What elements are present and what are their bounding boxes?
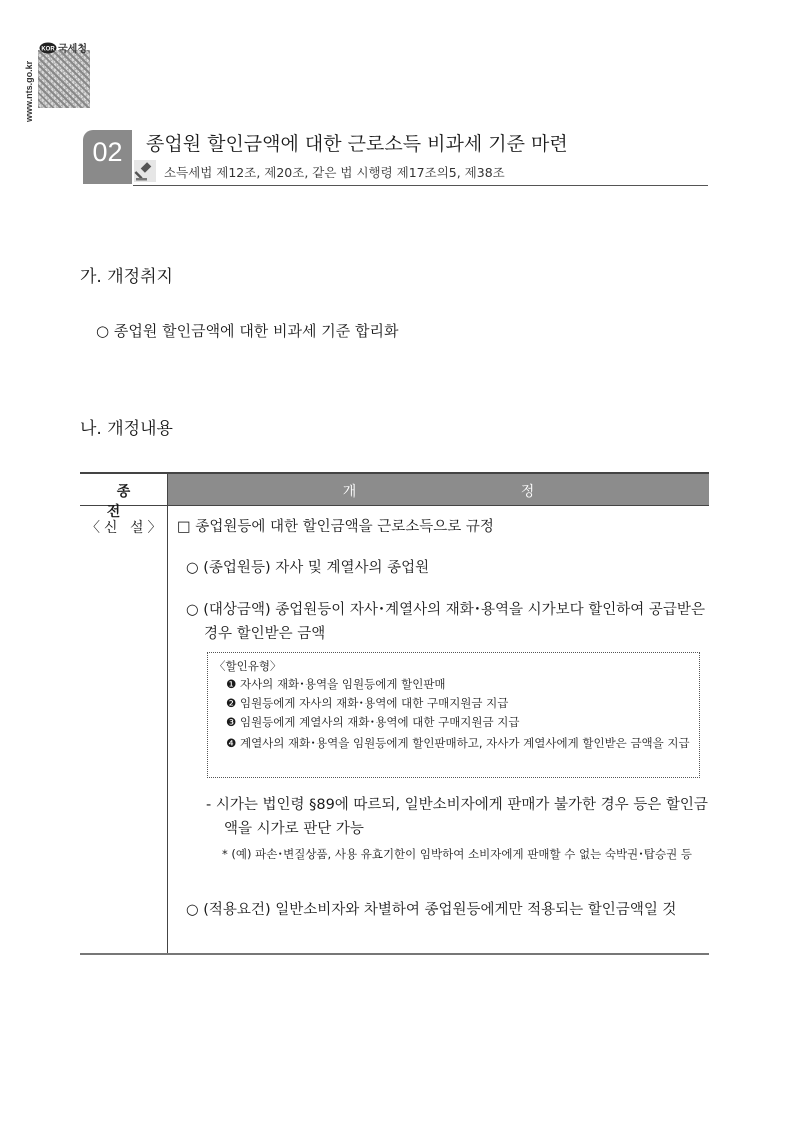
table-header-before: 종 전 bbox=[106, 484, 151, 520]
gavel-icon bbox=[134, 160, 156, 182]
rule-target-amount: ○ (대상금액) 종업원등이 자사･계열사의 재화･용역을 시가보다 할인하여 공급받은 경우 할인받은 금액 bbox=[186, 602, 705, 642]
svg-text:KOR: KOR bbox=[41, 46, 55, 53]
agency-url[interactable]: www.nts.go.kr bbox=[24, 60, 34, 122]
nts-logo-icon bbox=[39, 42, 57, 54]
header-divider bbox=[133, 185, 708, 186]
rule-employees: ○ (종업원등) 자사 및 계열사의 종업원 bbox=[186, 560, 430, 576]
agency-name: 국세청 bbox=[58, 44, 87, 55]
section-heading-purpose: 가. 개정취지 bbox=[80, 267, 173, 287]
market-price-rule: - 시가는 법인령 §89에 따르되, 일반소비자에게 판매가 불가한 경우 등은 할인금액을 시가로 판단 가능 bbox=[206, 797, 708, 837]
table-header-divider bbox=[80, 505, 709, 506]
table-header-after: 개 정 bbox=[342, 484, 615, 500]
discount-type-item: ❷ 임원등에게 자사의 재화･용역에 대한 구매지원금 지급 bbox=[226, 696, 509, 710]
market-price-example-note: * (예) 파손･변질상품, 사용 유효기한이 임박하여 소비자에게 판매할 수 없는 숙박권･탑승권 등 bbox=[222, 847, 693, 861]
discount-type-title: 〈할인유형〉 bbox=[214, 659, 282, 673]
discount-type-item: ❹ 계열사의 재화･용역을 임원등에게 할인판매하고, 자사가 계열사에게 할인받은 금액을 지급 bbox=[226, 736, 690, 750]
section-number: 02 bbox=[92, 137, 123, 167]
page-title: 종업원 할인금액에 대한 근로소득 비과세 기준 마련 bbox=[146, 133, 568, 155]
legal-basis: 소득세법 제12조, 제20조, 같은 법 시행령 제17조의5, 제38조 bbox=[164, 165, 505, 180]
qr-code bbox=[38, 50, 90, 108]
discount-type-item: ❶ 자사의 재화･용역을 임원등에게 할인판매 bbox=[226, 677, 446, 691]
rule-requirement: ○ (적용요건) 일반소비자와 차별하여 종업원등에게만 적용되는 할인금액일 것 bbox=[186, 902, 677, 918]
table-column-divider bbox=[167, 474, 168, 954]
discount-type-item: ❸ 임원등에게 계열사의 재화･용역에 대한 구매지원금 지급 bbox=[226, 715, 520, 729]
purpose-item: ○ 종업원 할인금액에 대한 비과세 기준 합리화 bbox=[96, 322, 399, 340]
section-heading-content: 나. 개정내용 bbox=[80, 419, 173, 439]
before-cell-new: 〈신 설〉 bbox=[86, 520, 166, 536]
rule-definition: □ 종업원등에 대한 할인금액을 근로소득으로 규정 bbox=[177, 519, 494, 535]
table-bottom-border bbox=[80, 953, 709, 955]
